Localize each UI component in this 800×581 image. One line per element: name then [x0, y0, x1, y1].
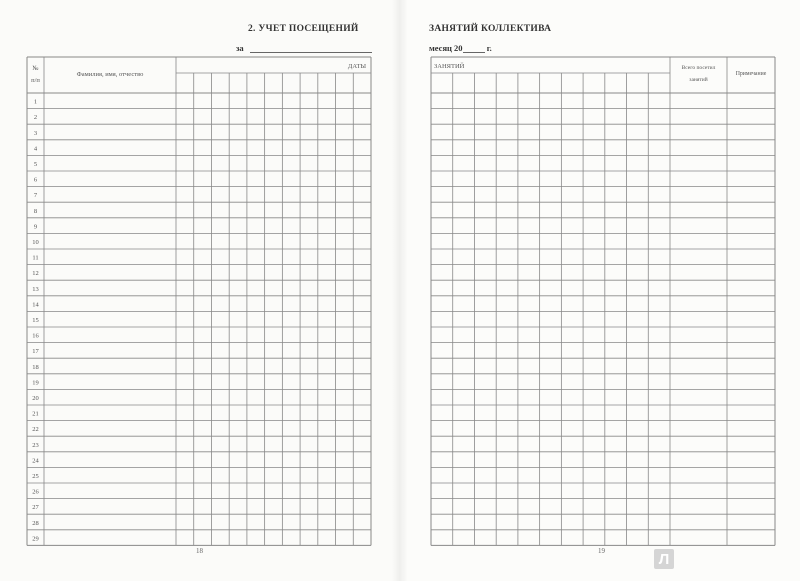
row-number: 11: [32, 254, 39, 262]
row-number: 26: [32, 488, 39, 496]
row-number: 1: [33, 98, 38, 106]
row-number: 18: [32, 363, 39, 371]
col-dates-header: ДАТЫ: [347, 63, 367, 70]
col-name-header: Фамилия, имя, отчество: [76, 71, 144, 78]
col-num-header: №: [32, 65, 39, 72]
col-total-header-sub: занятий: [689, 77, 708, 83]
col-classes-header: ЗАНЯТИЙ: [434, 63, 465, 70]
row-number: 27: [32, 504, 39, 512]
row-number: 14: [32, 301, 39, 309]
right-page-number: 19: [598, 547, 605, 555]
row-number: 7: [33, 192, 38, 200]
row-number: 6: [33, 176, 38, 184]
row-number: 28: [32, 519, 39, 527]
za-label: за: [236, 43, 244, 53]
row-number: 25: [32, 473, 39, 480]
row-number: 3: [33, 129, 38, 137]
row-number: 2: [33, 114, 38, 122]
row-number: 15: [32, 317, 39, 324]
row-number: 23: [32, 441, 39, 449]
row-number: 8: [33, 207, 38, 215]
row-number: 17: [32, 348, 39, 356]
row-number: 12: [32, 270, 39, 278]
left-page-number: 18: [196, 547, 203, 555]
row-number: 29: [32, 535, 39, 543]
row-number: 21: [32, 410, 39, 418]
row-number: 22: [32, 426, 39, 434]
right-page-title: ЗАНЯТИЙ КОЛЛЕКТИВА: [429, 24, 552, 34]
right-page: [400, 0, 800, 581]
row-number: 13: [32, 285, 39, 293]
col-total-header: Всего посетил: [681, 65, 716, 71]
col-note-header: Примечание: [735, 71, 767, 77]
row-number: 16: [32, 332, 39, 340]
right-attendance-grid: [400, 0, 800, 581]
row-number: 20: [32, 395, 39, 402]
month-suffix: г.: [486, 43, 492, 53]
row-number: 4: [33, 145, 38, 153]
row-number: 19: [32, 379, 39, 387]
left-page-title: 2. УЧЕТ ПОСЕЩЕНИЙ: [248, 24, 359, 34]
col-num-header-sub: п/п: [31, 77, 40, 84]
row-number: 10: [32, 239, 39, 246]
row-number: 9: [33, 223, 38, 231]
publisher-logo: Л: [654, 549, 674, 569]
month-prefix: месяц 20: [429, 43, 463, 53]
row-number: 24: [32, 457, 39, 465]
row-number: 5: [33, 161, 38, 168]
